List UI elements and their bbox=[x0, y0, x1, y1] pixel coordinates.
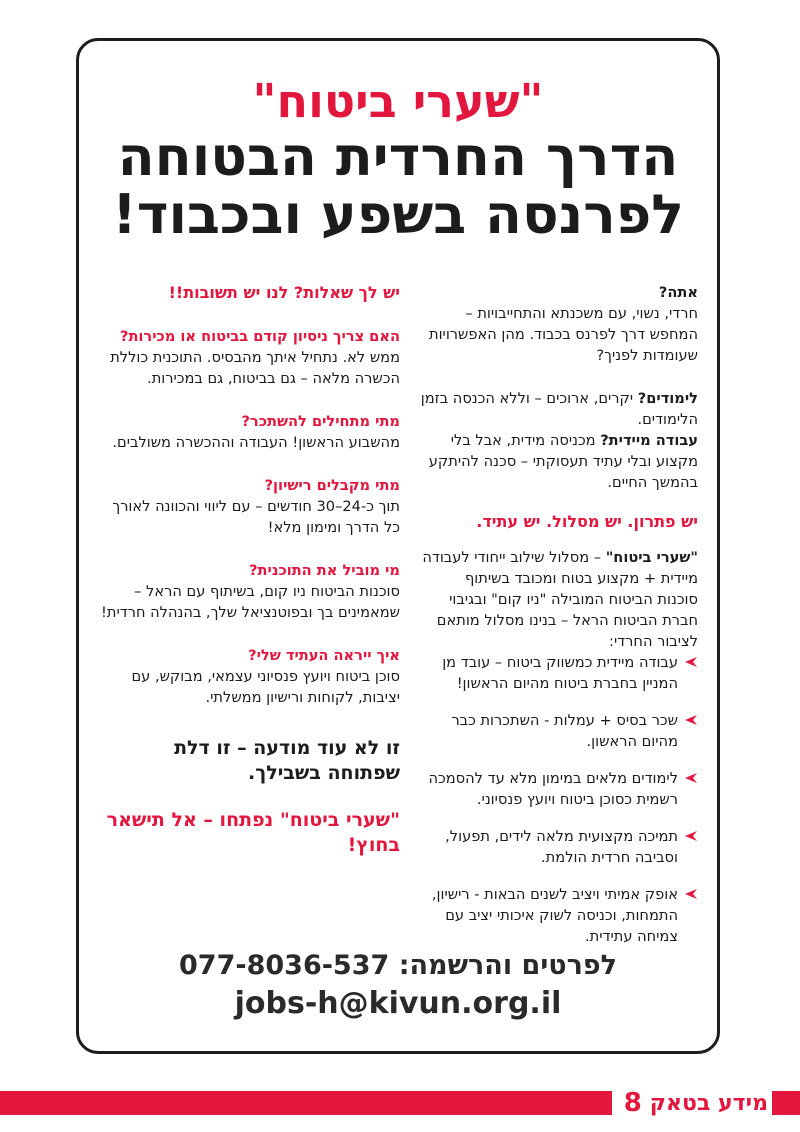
faq-question: מתי מתחילים להשתכר? bbox=[241, 413, 400, 430]
headline bbox=[100, 74, 696, 244]
faq-question: מתי מקבלים רישיון? bbox=[264, 477, 400, 494]
benefit-text: אופק אמיתי ויציב לשנים הבאות - רישיון, התמחות, וכניסה לשוק איכותי יציב עם צמיחה עתידית. bbox=[431, 886, 678, 945]
list-item bbox=[420, 710, 698, 752]
program-label: "שערי ביטוח" bbox=[605, 549, 698, 566]
faq-answer: מהשבוע הראשון! העבודה וההכשרה משולבים. bbox=[112, 434, 400, 451]
benefits-list bbox=[420, 652, 698, 947]
intro-label: אתה? bbox=[658, 284, 698, 301]
contact-phone-line: לפרטים והרשמה: 077-8036-537 bbox=[179, 950, 617, 981]
contact-email[interactable]: jobs-h@kivun.org.il bbox=[234, 986, 562, 1021]
benefit-text: שכר בסיס + עמלות - השתכרות כבר מהיום הראשון. bbox=[451, 712, 678, 750]
studies-label: לימודים? bbox=[637, 390, 698, 407]
benefit-text: תמיכה מקצועית מלאה לידים, תפעול, וסביבה חרדית הולמת. bbox=[445, 828, 678, 866]
footer-brand bbox=[612, 1085, 772, 1121]
arrow-bullet-icon bbox=[684, 656, 698, 668]
program-paragraph bbox=[420, 547, 698, 652]
brand-logo: מידע בטאק bbox=[649, 1090, 768, 1116]
headline-line-2: הדרך החרדית הבטוחה bbox=[117, 125, 679, 188]
list-item bbox=[420, 884, 698, 947]
list-item bbox=[420, 652, 698, 694]
list-item bbox=[420, 826, 698, 868]
solution-heading: יש פתרון. יש מסלול. יש עתיד. bbox=[476, 512, 698, 531]
faq-answer: סוכן ביטוח ויועץ פנסיוני עצמאי, מבוקש, עם יציבות, לקוחות ורישיון ממשלתי. bbox=[131, 668, 400, 706]
left-column bbox=[100, 282, 400, 858]
list-item bbox=[420, 768, 698, 810]
program-text: – מסלול שילוב ייחודי לעבודה מיידית + מקצוע בטוח ומכובד בשיתוף סוכנות הביטוח המובילה "ניו קום" ובגיבוי חברת הביטוח הראל – בנינו מסלול מותאם לציבור החרדי: bbox=[422, 549, 698, 650]
studies-text: יקרים, ארוכים – וללא הכנסה בזמן הלימודים. bbox=[420, 390, 698, 428]
headline-program-name: "שערי ביטוח" bbox=[252, 74, 544, 128]
arrow-bullet-icon bbox=[684, 830, 698, 842]
benefit-text: עבודה מיידית כמשווק ביטוח – עובד מן המניין בחברת ביטוח מהיום הראשון! bbox=[442, 654, 678, 692]
arrow-bullet-icon bbox=[684, 714, 698, 726]
closing-statement: זו לא עוד מודעה – זו דלת שפתוחה בשבילך. bbox=[174, 737, 400, 784]
faq-heading: יש לך שאלות? לנו יש תשובות!! bbox=[168, 283, 400, 302]
faq-answer: ממש לא. נתחיל איתך מהבסיס. התוכנית כוללת הכשרה מלאה – גם בביטוח, גם במכירות. bbox=[110, 349, 400, 387]
work-text: מכניסה מידית, אבל בלי מקצוע ובלי עתיד תעסוקתי – סכנה להיתקע בהמשך החיים. bbox=[428, 432, 698, 491]
arrow-bullet-icon bbox=[684, 772, 698, 784]
faq-question: איך ייראה העתיד שלי? bbox=[248, 647, 400, 664]
page-number: 8 bbox=[623, 1088, 642, 1118]
headline-line-3: לפרנסה בשפע ובכבוד! bbox=[112, 183, 684, 246]
studies-paragraph bbox=[420, 388, 698, 430]
right-column bbox=[420, 282, 698, 963]
faq-answer: תוך כ-24–30 חודשים – עם ליווי והכוונה לאורך כל הדרך ומימון מלא! bbox=[112, 498, 400, 536]
faq-question: מי מוביל את התוכנית? bbox=[249, 562, 400, 579]
closing-call-to-action: "שערי ביטוח" נפתחו – אל תישאר בחוץ! bbox=[106, 809, 400, 856]
arrow-bullet-icon bbox=[684, 888, 698, 900]
faq-answer: סוכנות הביטוח ניו קום, בשיתוף עם הראל – שמאמינים בך ובפוטנציאל שלך, בהנהלה חרדית! bbox=[101, 583, 400, 621]
work-paragraph bbox=[420, 430, 698, 493]
intro-text: חרדי, נשוי, עם משכנתא והתחייבויות – המחפש דרך לפרנס בכבוד. מהן האפשרויות שעומדות לפניך? bbox=[428, 305, 698, 364]
benefit-text: לימודים מלאים במימון מלא עד להסמכה רשמית כסוכן ביטוח ויועץ פנסיוני. bbox=[428, 770, 678, 808]
work-label: עבודה מיידית? bbox=[600, 432, 698, 449]
faq-question: האם צריך ניסיון קודם בביטוח או מכירות? bbox=[119, 328, 400, 345]
